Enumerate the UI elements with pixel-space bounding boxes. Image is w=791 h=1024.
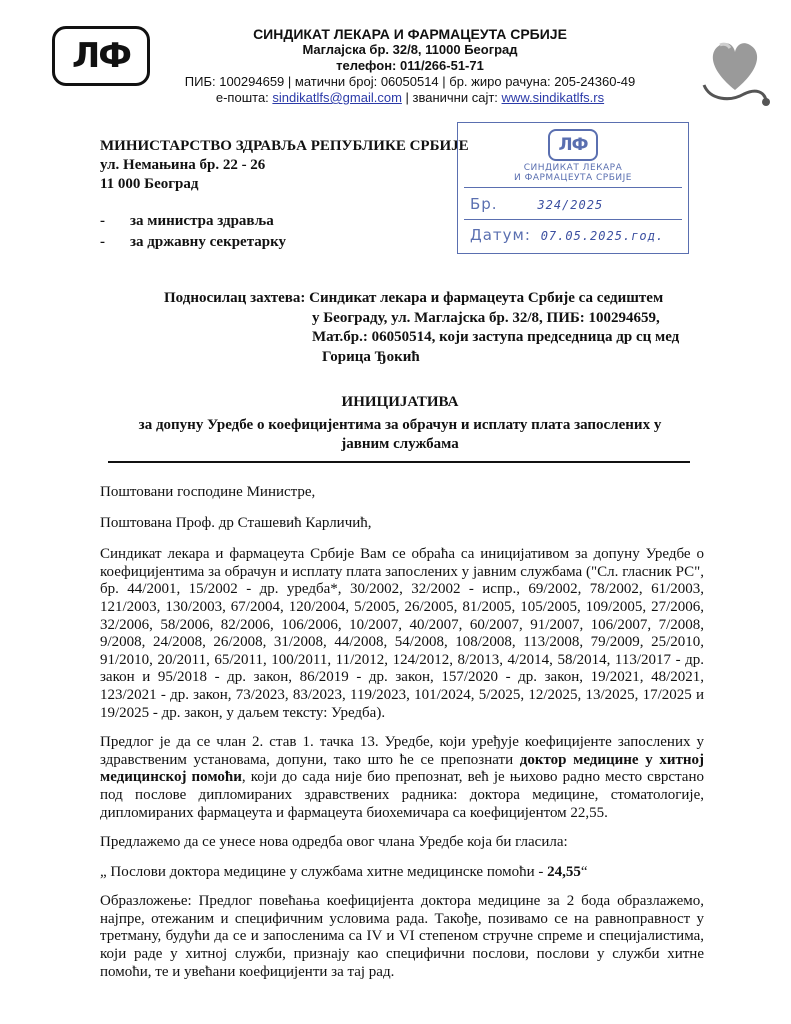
- stamp-date-row: [470, 226, 664, 244]
- bold-phrase: доктор медицине у хитној медицинској помоћи: [100, 751, 704, 786]
- salutation: Поштовани господине Министре,: [100, 484, 316, 500]
- requester-block: [164, 289, 724, 367]
- stamp-number-value: 324/2025: [537, 198, 604, 212]
- org-contact: [150, 90, 670, 106]
- requester-line: Синдикат лекара и фармацеута Србије са седиштем: [309, 290, 664, 306]
- title-subtitle: јавним службама: [341, 436, 459, 452]
- title-heading: ИНИЦИЈАТИВА: [341, 394, 459, 410]
- registry-stamp: [457, 122, 689, 254]
- salutation: Поштована Проф. др Сташевић Карличић,: [100, 514, 372, 531]
- stamp-divider: [464, 219, 682, 220]
- proposed-provision: „ Послови доктора медицине у службама хитне медицинске помоћи - 24,55“: [100, 863, 588, 880]
- stamp-number-label: Бр.: [470, 195, 498, 213]
- paragraph: Предлог је да се члан 2. став 1. тачка 13. Уредбе, који уређује коефицијенте запослених у здравственим установама, допуни, тако што ће се препознати доктор медицине у хитној медицинској помоћи, који до сада није био препознат, већ је њихово радно место сврстано под послове дипломираних здравствених радника: доктора медицине, стоматологије, дипломираних фармацеута и фармацеута биохемичара са коефицијентом 22,55.: [100, 734, 704, 821]
- paragraph: Предлажемо да се унесе нова одредба овог члана Уредбе која би гласила:: [100, 834, 568, 851]
- requester-line: у Београду, ул. Маглајска бр. 32/8, ПИБ: 100294659,: [312, 309, 660, 326]
- website-link[interactable]: www.sindikatlfs.rs: [501, 90, 605, 105]
- stamp-divider: [464, 187, 682, 188]
- stamp-date-value: 07.05.2025.год.: [540, 229, 665, 243]
- email-prefix: е-пошта:: [215, 90, 273, 105]
- stamp-number-row: [470, 195, 603, 213]
- title-divider: [108, 461, 690, 463]
- stamp-org-name: СИНДИКАТ ЛЕКАРА И ФАРМАЦЕУТА СРБИЈЕ: [514, 163, 632, 183]
- stamp-date-label: Датум:: [470, 226, 531, 244]
- union-logo: [52, 26, 150, 86]
- requester-line: Горица Ђокић: [322, 348, 420, 365]
- org-ids: ПИБ: 100294659 | матични број: 06050514 | бр. жиро рачуна: 205-24360-49: [184, 74, 636, 89]
- addressee-name: МИНИСТАРСТВО ЗДРАВЉА РЕПУБЛИКЕ СРБИЈЕ: [100, 138, 469, 154]
- recipient-item: - за министра здравља: [100, 213, 274, 229]
- recipient-item: - за државну секретарку: [100, 234, 287, 250]
- stamp-logo: ЛФ: [548, 129, 598, 161]
- paragraph: Образложење: Предлог повећања коефицијента доктора медицине за 2 бода образлажемо, најпре, отежаним и специфичним условима рада. Такође, позивамо се на равноправност у третману, будући да се и запосленима са IV и VI степеном стручне спреме и специјалистима, који раде у хитној служби, признају као специфични послови, послови у служби хитне помоћи, те и увећани коефицијенти за тај рад.: [100, 893, 704, 980]
- document-title: [100, 393, 700, 454]
- paragraph: Синдикат лекара и фармацеута Србије Вам се обраћа са иницијативом за допуну Уредбе о коефицијентима за обрачун и исплату плата запослених у јавним службама ("Сл. гласник РС", бр. 44/2001, 15/2002 - др. уредба*, 30/2002, 32/2002 - испр., 69/2002, 78/2002, 61/2003, 121/2003, 130/2003, 67/2004, 120/2004, 5/2005, 26/2005, 81/2005, 105/2005, 109/2005, 27/2006, 32/2006, 58/2006, 82/2006, 106/2006, 10/2007, 40/2007, 60/2007, 91/2007, 106/2007, 7/2008, 9/2008, 24/2008, 26/2008, 31/2008, 44/2008, 54/2008, 108/2008, 113/2008, 79/2009, 25/2010, 91/2010, 20/2011, 65/2011, 100/2011, 11/2012, 124/2012, 8/2013, 4/2014, 58/2014, 113/2017 - др. закон и 95/2018 - др. закон, 86/2019 - др. закон, 157/2020 - др. закон, 19/2021, 48/2021, 123/2021 - др. закон, 73/2023, 83/2023, 119/2023, 101/2024, 5/2025, 12/2025, 13/2025, 17/2025 и 19/2025 - др. закон, у даљем тексту: Уредба).: [100, 546, 704, 721]
- letter-body: [100, 484, 704, 981]
- requester-label: Подносилац захтева:: [164, 290, 306, 306]
- title-subtitle: за допуну Уредбе о коефицијентима за обрачун и исплату плата запослених у: [138, 417, 662, 433]
- coefficient-value: 24,55: [547, 863, 581, 880]
- addressee-street: ул. Немањина бр. 22 - 26: [100, 157, 266, 173]
- email-link[interactable]: sindikatlfs@gmail.com: [272, 90, 402, 105]
- union-logo-text: ЛФ: [72, 36, 130, 76]
- recipients-list: [100, 211, 286, 253]
- site-prefix: | званични сајт:: [401, 90, 502, 105]
- heart-stethoscope-icon: [700, 30, 770, 110]
- letterhead: [150, 26, 670, 106]
- org-phone: телефон: 011/266-51-71: [336, 58, 484, 73]
- addressee-city: 11 000 Београд: [100, 176, 199, 192]
- org-address: Маглајска бр. 32/8, 11000 Београд: [302, 42, 518, 57]
- org-name: СИНДИКАТ ЛЕКАРА И ФАРМАЦЕУТА СРБИЈЕ: [253, 26, 567, 42]
- requester-line: Мат.бр.: 06050514, који заступа председница др сц мед: [312, 329, 680, 345]
